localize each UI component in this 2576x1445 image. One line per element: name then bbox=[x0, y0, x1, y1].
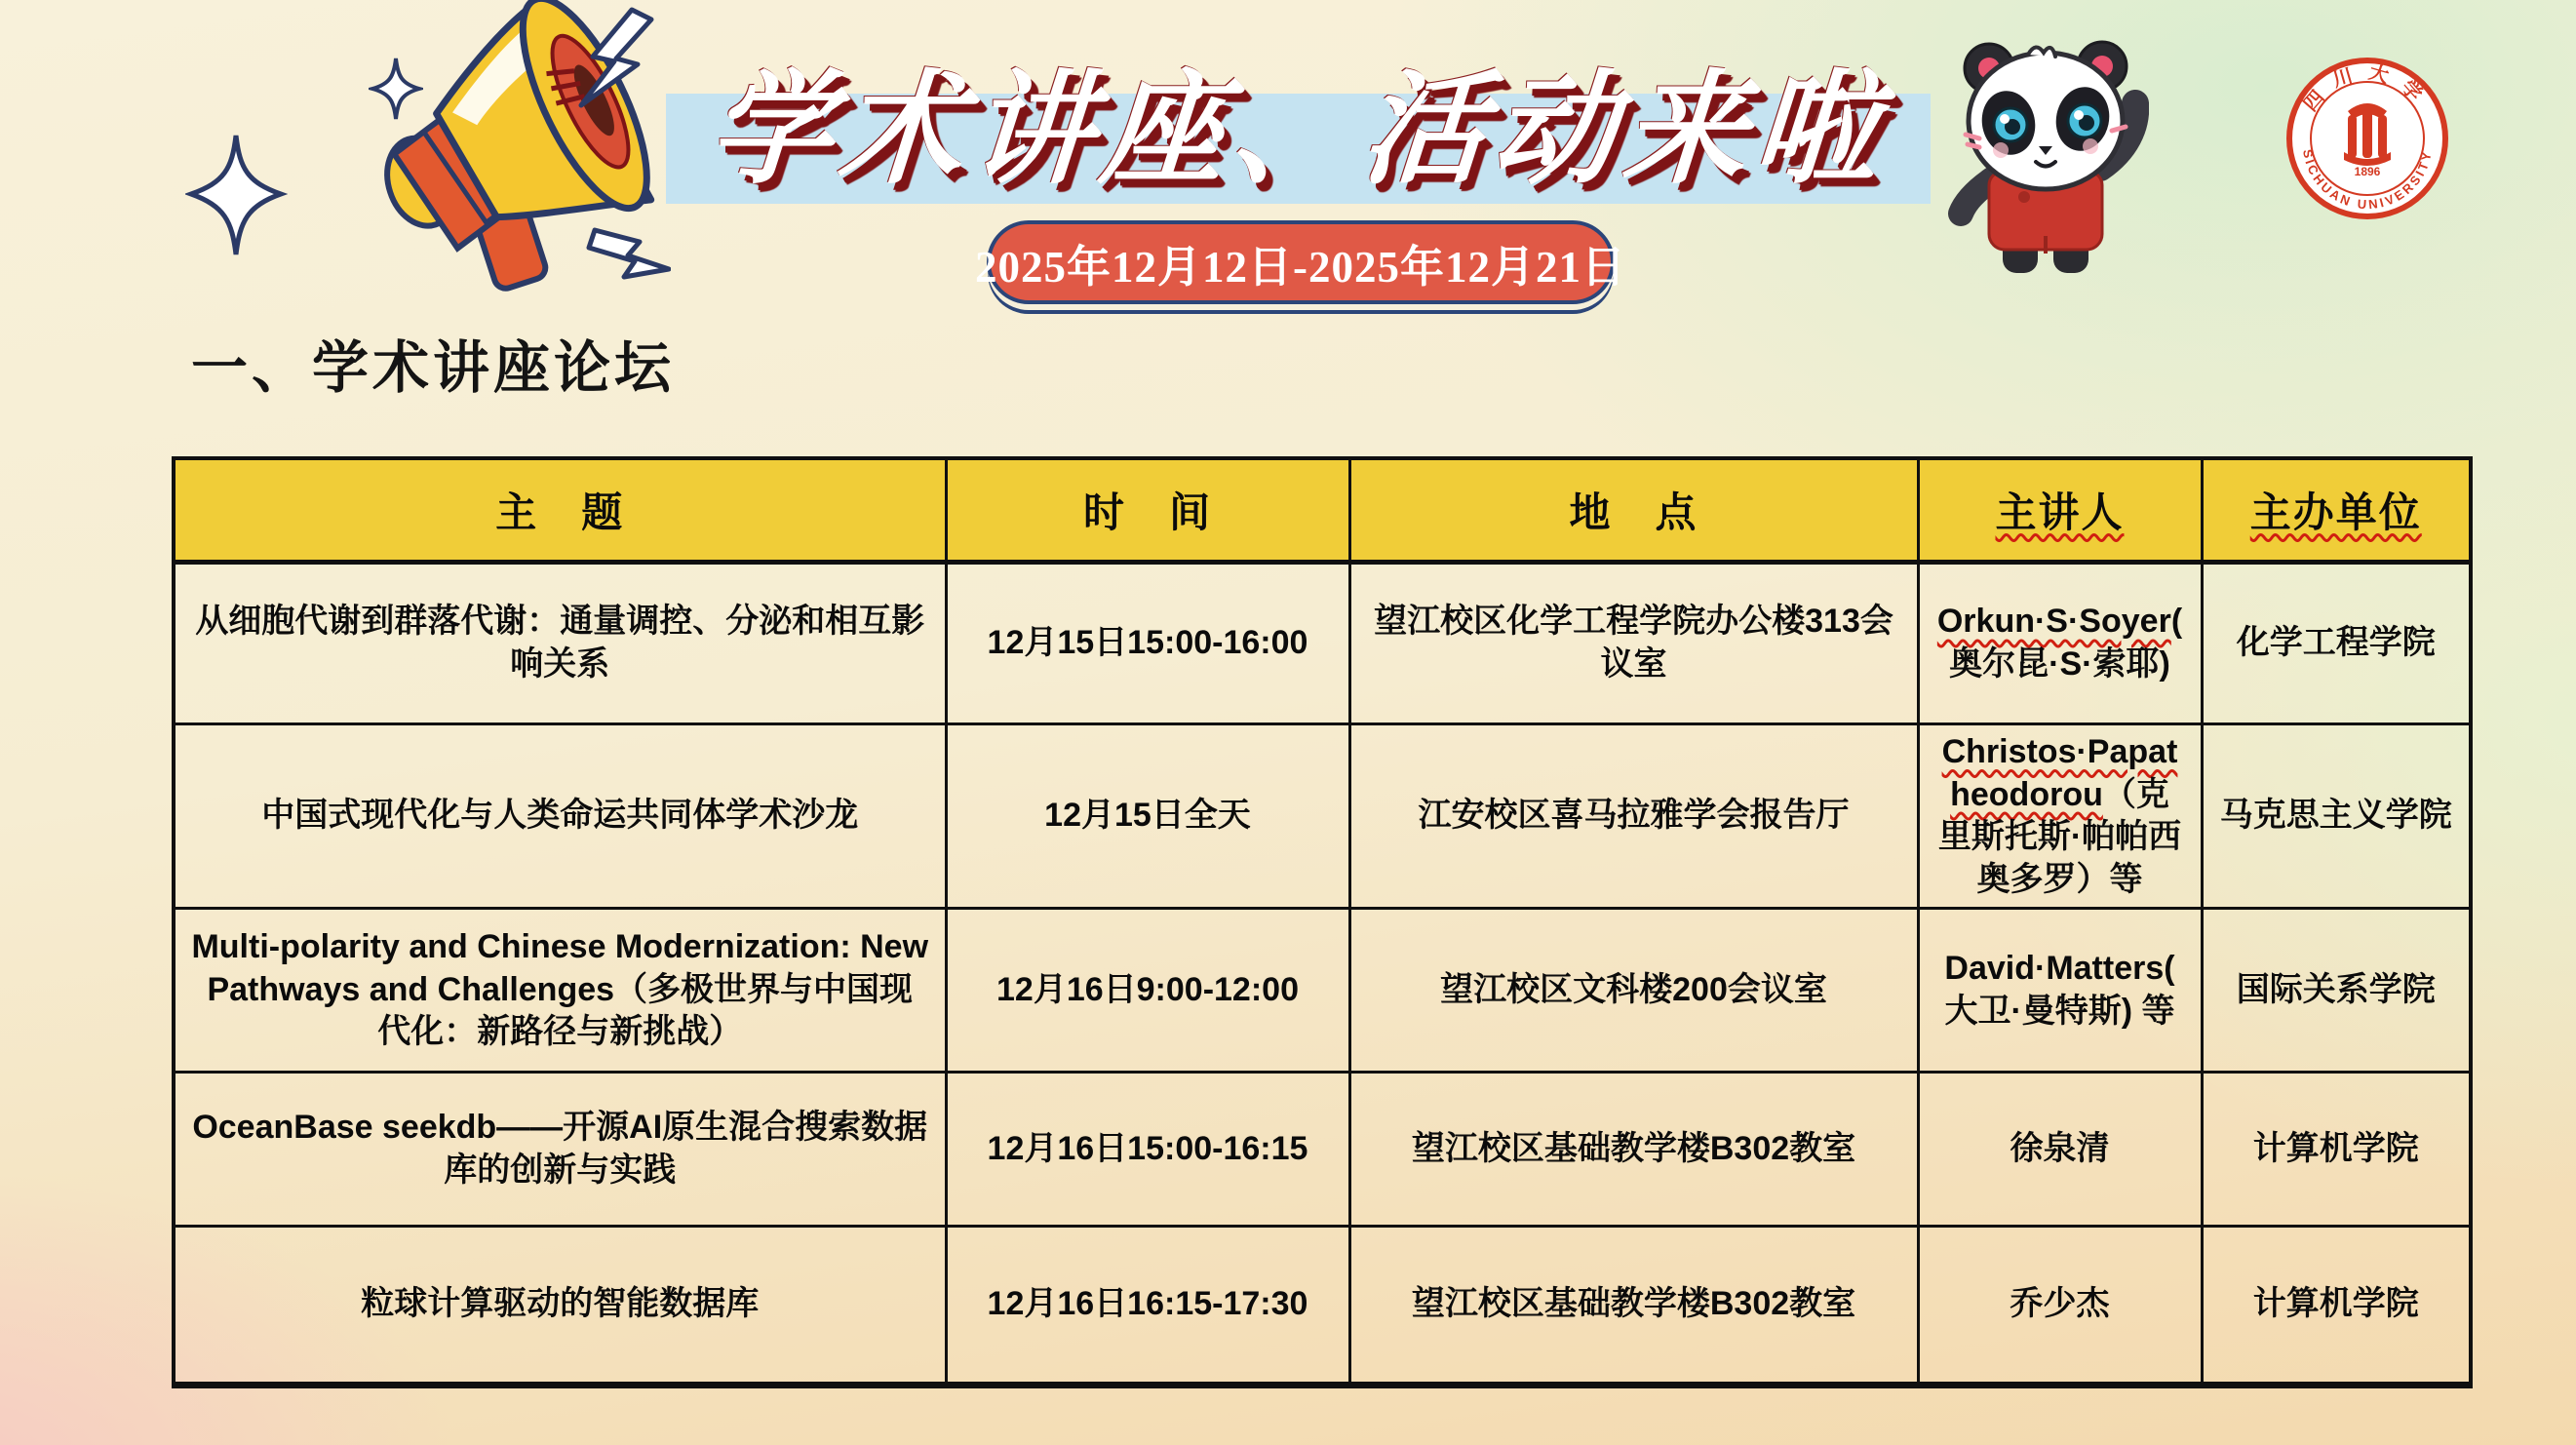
location-cell bbox=[1349, 909, 1918, 1073]
topic-cell bbox=[174, 563, 946, 724]
time-cell bbox=[946, 724, 1349, 909]
speaker-name-en: Orkun·S·Soyer bbox=[1936, 603, 2171, 641]
time-cell bbox=[946, 563, 1349, 724]
time-text: 12月15日全天 bbox=[1044, 797, 1251, 835]
location-cell bbox=[1349, 563, 1918, 724]
table-row bbox=[174, 563, 2471, 724]
organizer-text: 化学工程学院 bbox=[2236, 624, 2436, 662]
location-text: 望江校区基础教学楼B302教室 bbox=[1411, 1129, 1856, 1167]
speaker-name-zh: (大卫·曼特斯) 等 bbox=[1944, 950, 2175, 1030]
organizer-text: 计算机学院 bbox=[2252, 1285, 2419, 1323]
column-header bbox=[946, 458, 1349, 563]
table-row bbox=[174, 1227, 2471, 1386]
location-text: 望江校区基础教学楼B302教室 bbox=[1411, 1285, 1856, 1323]
topic-text: Multi-polarity and Chinese Modernization: New Pathways and Challenges（多极世界与中国现代化：新路径与新挑战） bbox=[191, 928, 929, 1051]
time-text: 12月16日16:15-17:30 bbox=[987, 1285, 1308, 1323]
location-cell bbox=[1349, 724, 1918, 909]
time-cell bbox=[946, 909, 1349, 1073]
column-header-label: 地 点 bbox=[1569, 489, 1698, 535]
table-row bbox=[174, 724, 2471, 909]
speaker-name-zh: （克里斯托斯·帕帕西奥多罗）等 bbox=[1937, 775, 2182, 898]
table-row bbox=[174, 909, 2471, 1073]
speaker-name-zh: 乔少杰 bbox=[2010, 1285, 2110, 1323]
column-header bbox=[1349, 458, 1918, 563]
topic-cell bbox=[174, 1073, 946, 1227]
column-header-label: 主讲人 bbox=[1995, 489, 2125, 535]
speaker-name-zh: 徐泉清 bbox=[2010, 1129, 2110, 1167]
topic-cell bbox=[174, 724, 946, 909]
location-text: 望江校区化学工程学院办公楼313会议室 bbox=[1374, 603, 1893, 683]
section-heading: 一、学术讲座论坛 bbox=[191, 336, 676, 400]
location-text: 江安校区喜马拉雅学会报告厅 bbox=[1418, 797, 1850, 835]
organizer-cell bbox=[2202, 909, 2471, 1073]
location-cell bbox=[1349, 1227, 1918, 1386]
column-header-label: 时 间 bbox=[1082, 489, 1212, 535]
table-row bbox=[174, 1073, 2471, 1227]
speaker-name-en: Christos·Papatheodorou bbox=[1941, 733, 2178, 813]
speaker-cell bbox=[1918, 563, 2202, 724]
organizer-cell bbox=[2202, 1227, 2471, 1386]
speaker-name-en: David·Matters bbox=[1944, 950, 2165, 988]
page-title: 学术讲座、活动来啦 bbox=[704, 60, 1891, 198]
seal-year: 1896 bbox=[2354, 165, 2381, 178]
panda-mascot-icon bbox=[1942, 25, 2149, 277]
seal-top-text: 四川大学 bbox=[2299, 61, 2436, 116]
lecture-table-body bbox=[174, 563, 2471, 1386]
column-header bbox=[2202, 458, 2471, 563]
column-header bbox=[1918, 458, 2202, 563]
speaker-cell bbox=[1918, 724, 2202, 909]
seal-emblem bbox=[2344, 103, 2391, 166]
time-text: 12月15日15:00-16:00 bbox=[987, 624, 1308, 662]
speaker-cell bbox=[1918, 909, 2202, 1073]
location-cell bbox=[1349, 1073, 1918, 1227]
university-logo-icon bbox=[2283, 55, 2451, 222]
time-cell bbox=[946, 1227, 1349, 1386]
megaphone-icon bbox=[339, 0, 671, 302]
date-range-badge bbox=[975, 220, 1626, 304]
topic-text: 中国式现代化与人类命运共同体学术沙龙 bbox=[261, 797, 859, 835]
column-header-label: 主 题 bbox=[495, 489, 625, 535]
organizer-text: 马克思主义学院 bbox=[2219, 797, 2452, 835]
speaker-cell bbox=[1918, 1073, 2202, 1227]
column-header-label: 主办单位 bbox=[2249, 489, 2422, 535]
topic-text: 从细胞代谢到群落代谢：通量调控、分泌和相互影响关系 bbox=[195, 603, 925, 683]
organizer-cell bbox=[2202, 724, 2471, 909]
speaker-name-zh: (奥尔昆·S·索耶) bbox=[1949, 603, 2183, 683]
organizer-text: 国际关系学院 bbox=[2236, 970, 2436, 1008]
seal-bottom-text: SICHUAN UNIVERSITY bbox=[2300, 147, 2435, 213]
topic-text: OceanBase seekdb——开源AI原生混合搜索数据库的创新与实践 bbox=[192, 1109, 928, 1189]
date-range-text: 2025年12月12日-2025年12月21日 bbox=[975, 242, 1626, 292]
location-text: 望江校区文科楼200会议室 bbox=[1440, 970, 1827, 1008]
speaker-cell bbox=[1918, 1227, 2202, 1386]
lecture-table bbox=[172, 456, 2473, 1388]
topic-cell bbox=[174, 909, 946, 1073]
time-cell bbox=[946, 1073, 1349, 1227]
time-text: 12月16日9:00-12:00 bbox=[996, 970, 1299, 1008]
organizer-cell bbox=[2202, 563, 2471, 724]
topic-text: 粒球计算驱动的智能数据库 bbox=[361, 1285, 760, 1323]
organizer-cell bbox=[2202, 1073, 2471, 1227]
time-text: 12月16日15:00-16:15 bbox=[987, 1129, 1308, 1167]
topic-cell bbox=[174, 1227, 946, 1386]
sparkle-icon bbox=[185, 132, 288, 258]
column-header bbox=[174, 458, 946, 563]
organizer-text: 计算机学院 bbox=[2252, 1129, 2419, 1167]
table-header-row bbox=[174, 458, 2471, 563]
